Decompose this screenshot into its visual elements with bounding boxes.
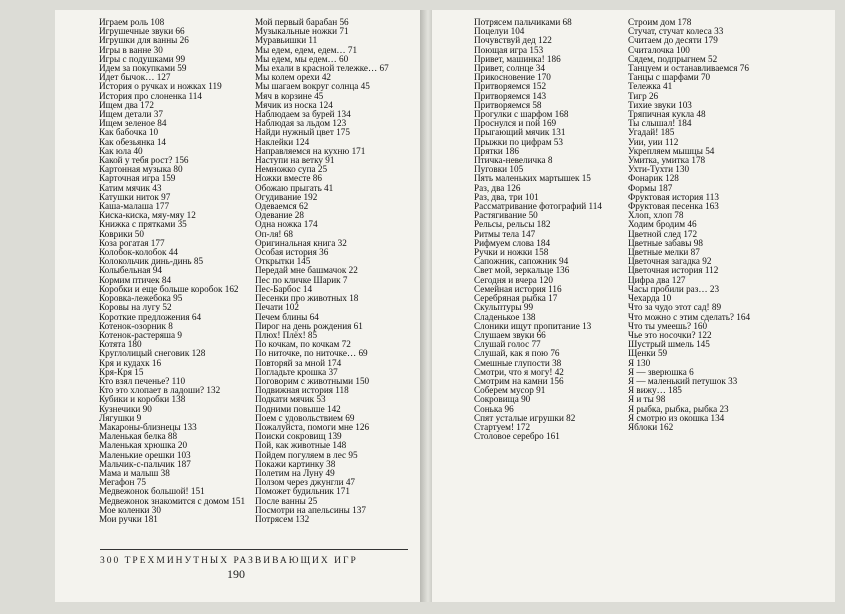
index-entry: Наблюдаем за бурей 134 bbox=[255, 110, 351, 120]
index-entry: Что ты умеешь? 160 bbox=[628, 321, 708, 331]
index-entry: Считаем до десяти 179 bbox=[628, 36, 718, 46]
index-entry: Умитка, умитка 178 bbox=[628, 156, 706, 166]
index-entry: Кубики и коробки 138 bbox=[99, 395, 186, 405]
index-entry: Чье это носочки? 122 bbox=[628, 330, 712, 340]
index-entry: Сегодня и вчера 120 bbox=[474, 275, 553, 285]
index-entry: Пес-Барбос 14 bbox=[255, 284, 313, 294]
index-entry: Игры с подушками 99 bbox=[99, 54, 186, 64]
index-entry: Ритмы тела 147 bbox=[474, 229, 536, 239]
index-entry: Свет мой, зеркальце 136 bbox=[474, 266, 570, 276]
index-entry: Тигр 26 bbox=[628, 91, 659, 101]
index-entry: Танцы с шарфами 70 bbox=[628, 73, 711, 83]
index-entry: Стартуем! 172 bbox=[474, 422, 531, 432]
index-entry: Уии, уии 112 bbox=[628, 137, 679, 147]
index-entry: Пожалуйста, помоги мне 126 bbox=[255, 422, 370, 432]
index-entry: Тряпичная кукла 48 bbox=[628, 110, 706, 120]
index-entry: Подкати мячик 53 bbox=[255, 395, 326, 405]
index-entry: Мы едем, мы едем… 60 bbox=[255, 54, 349, 64]
index-column-1 bbox=[99, 18, 269, 524]
index-entry: Потрясем пальчиками 68 bbox=[474, 18, 572, 27]
index-entry: Колыбельная 94 bbox=[99, 266, 163, 276]
index-entry: Ходим бродим 46 bbox=[628, 220, 697, 230]
index-entry: Раз, два, три 101 bbox=[474, 192, 539, 202]
index-entry: Угадай! 185 bbox=[628, 128, 675, 138]
index-entry: Раз, два 126 bbox=[474, 183, 521, 193]
index-entry: Каша-малаша 177 bbox=[99, 202, 170, 212]
index-entry: Котята 180 bbox=[99, 340, 142, 350]
index-entry: Немножко супа 25 bbox=[255, 165, 328, 175]
index-entry: Картонная музыка 80 bbox=[99, 165, 183, 175]
index-entry: Полетим на Луну 49 bbox=[255, 468, 335, 478]
index-entry: Коробки и еще больше коробок 162 bbox=[99, 284, 239, 294]
index-entry: Цветные забавы 98 bbox=[628, 238, 703, 248]
index-entry: История про слоненка 114 bbox=[99, 91, 202, 101]
index-entry: Слушай голос 77 bbox=[474, 340, 541, 350]
index-entry: Передай мне башмачок 22 bbox=[255, 266, 358, 276]
index-entry: Танцуем и останавливаемся 76 bbox=[628, 64, 749, 74]
index-entry: Поцелуи 104 bbox=[474, 27, 525, 37]
footer-rule bbox=[100, 549, 408, 550]
index-entry: Маленькая белка 88 bbox=[99, 432, 178, 442]
index-entry: Кря и кудахк 16 bbox=[99, 358, 162, 368]
index-entry: Цветочная история 112 bbox=[628, 266, 719, 276]
index-entry: Столовое серебро 161 bbox=[474, 432, 560, 442]
index-entry: Пять маленьких мартышек 15 bbox=[474, 174, 591, 184]
index-entry: Поющая игра 153 bbox=[474, 45, 544, 55]
index-entry: Привет, солнце 34 bbox=[474, 64, 545, 74]
index-entry: По ниточке, по ниточке… 69 bbox=[255, 349, 368, 359]
index-entry: Ползом через джунгли 47 bbox=[255, 478, 356, 488]
index-entry: Пой, как животные 148 bbox=[255, 441, 347, 451]
index-entry: Поиски сокровищ 139 bbox=[255, 432, 342, 442]
index-entry: Короткие предложения 64 bbox=[99, 312, 202, 322]
index-entry: Направляемся на кухню 171 bbox=[255, 146, 366, 156]
index-entry: Обожаю прыгать 41 bbox=[255, 183, 334, 193]
index-entry: Цветной след 172 bbox=[628, 229, 698, 239]
index-entry: Я — маленький петушок 33 bbox=[628, 376, 738, 386]
index-entry: Я смотрю из окошка 134 bbox=[628, 413, 725, 423]
index-entry: Рельсы, рельсы 182 bbox=[474, 220, 551, 230]
index-entry: Прятки 186 bbox=[474, 146, 519, 156]
index-entry: Мой первый барабан 56 bbox=[255, 18, 349, 27]
index-entry: Пуговки 105 bbox=[474, 165, 524, 175]
index-entry: Слоники ищут пропитание 13 bbox=[474, 321, 592, 331]
index-column-4 bbox=[628, 18, 798, 432]
index-entry: Наблюдая за льдом 123 bbox=[255, 119, 347, 129]
index-entry: Слушай, как я пою 76 bbox=[474, 349, 560, 359]
index-entry: Скульптуры 99 bbox=[474, 303, 534, 313]
index-entry: Ручки и ножки 158 bbox=[474, 248, 549, 258]
index-entry: Мяч в корзине 45 bbox=[255, 91, 324, 101]
index-entry: Ищем детали 37 bbox=[99, 110, 163, 120]
index-entry: Медвежонок большой! 151 bbox=[99, 487, 205, 497]
index-entry: Формы 187 bbox=[628, 183, 673, 193]
index-entry: Мама и малыш 38 bbox=[99, 468, 170, 478]
index-entry: Проснулся и пой 169 bbox=[474, 119, 557, 129]
index-entry: Рассматривание фотографий 114 bbox=[474, 202, 602, 212]
index-entry: Притворяемся 143 bbox=[474, 91, 547, 101]
index-entry: Ты слышал! 184 bbox=[628, 119, 692, 129]
left-page bbox=[55, 10, 425, 602]
index-entry: Поговорим с животными 150 bbox=[255, 376, 370, 386]
index-entry: Что можно с этим сделать? 164 bbox=[628, 312, 751, 322]
index-entry: Смотри, что я могу! 42 bbox=[474, 367, 564, 377]
index-entry: Сонька 96 bbox=[474, 404, 514, 414]
index-entry: Я 130 bbox=[628, 358, 651, 368]
index-entry: Цветные мелки 87 bbox=[628, 248, 700, 258]
index-entry: Повторяй за мной 174 bbox=[255, 358, 342, 368]
index-entry: Оп-ля! 68 bbox=[255, 229, 293, 239]
index-entry: Медвежонок знакомится с домом 151 bbox=[99, 496, 246, 506]
index-entry: Цифра два 127 bbox=[628, 275, 686, 285]
index-column-2 bbox=[255, 18, 425, 524]
index-entry: Макароны-близнецы 133 bbox=[99, 422, 197, 432]
index-entry: Щенки 59 bbox=[628, 349, 668, 359]
right-page bbox=[432, 10, 835, 602]
index-entry: Почувствуй дед 122 bbox=[474, 36, 552, 46]
index-entry: Одна ножка 174 bbox=[255, 220, 318, 230]
index-entry: Музыкальные ножки 71 bbox=[255, 27, 349, 37]
index-entry: Слушаем звуки 66 bbox=[474, 330, 546, 340]
page-number: 190 bbox=[227, 567, 245, 581]
index-entry: Поем с удовольствием 69 bbox=[255, 413, 355, 423]
index-entry: Песенки про животных 18 bbox=[255, 294, 359, 304]
index-entry: Колобок-колобок 44 bbox=[99, 248, 178, 258]
index-entry: Наступи на ветку 91 bbox=[255, 156, 335, 166]
index-entry: Притворяемся 152 bbox=[474, 82, 547, 92]
index-entry: Играем роль 108 bbox=[99, 18, 165, 27]
index-entry: Коврики 50 bbox=[99, 229, 144, 239]
index-entry: Смешные глупости 38 bbox=[474, 358, 562, 368]
index-entry: Особая история 36 bbox=[255, 248, 329, 258]
index-entry: Мы ехали в красной тележке… 67 bbox=[255, 64, 389, 74]
index-entry: Открытки 145 bbox=[255, 257, 311, 267]
index-entry: Ножки вместе 86 bbox=[255, 174, 322, 184]
index-entry: Какой у тебя рост? 156 bbox=[99, 156, 189, 166]
index-entry: Мячик из носка 124 bbox=[255, 100, 333, 110]
index-entry: Игрушечные звуки 66 bbox=[99, 27, 185, 37]
index-entry: Коровка-лежебока 95 bbox=[99, 294, 183, 304]
index-entry: Хлоп, хлоп 78 bbox=[628, 211, 684, 221]
index-entry: Лягушки 9 bbox=[99, 413, 142, 423]
index-entry: Прыжки по цифрам 53 bbox=[474, 137, 563, 147]
index-entry: Считалочка 100 bbox=[628, 45, 690, 55]
index-entry: Как юла 40 bbox=[99, 146, 143, 156]
index-entry: Спят усталые игрушки 82 bbox=[474, 413, 576, 423]
index-entry: Прыгающий мячик 131 bbox=[474, 128, 566, 138]
index-entry: Фруктовая история 113 bbox=[628, 192, 719, 202]
index-entry: Семейная история 116 bbox=[474, 284, 562, 294]
index-entry: Коза рогатая 177 bbox=[99, 238, 165, 248]
index-entry: Мы шагаем вокруг солнца 45 bbox=[255, 82, 370, 92]
index-entry: Мое коленки 30 bbox=[99, 505, 161, 515]
index-entry: Притворяемся 58 bbox=[474, 100, 542, 110]
index-entry: Маленькая хрюшка 20 bbox=[99, 441, 188, 451]
index-entry: Киска-киска, мяу-мяу 12 bbox=[99, 211, 196, 221]
index-entry: Строим дом 178 bbox=[628, 18, 692, 27]
index-entry: Растягивание 50 bbox=[474, 211, 538, 221]
index-entry: Одевание 28 bbox=[255, 211, 304, 221]
index-entry: Привет, машинка! 186 bbox=[474, 54, 561, 64]
index-entry: Мы едем, едем, едем… 71 bbox=[255, 45, 358, 55]
index-entry: Ищем два 172 bbox=[99, 100, 154, 110]
index-entry: Идем за покупками 59 bbox=[99, 64, 187, 74]
index-entry: Котенок-растеряша 9 bbox=[99, 330, 182, 340]
book-title-footer: 300 ТРЕХМИНУТНЫХ РАЗВИВАЮЩИХ ИГР bbox=[100, 556, 358, 566]
index-entry: Прикосновение 170 bbox=[474, 73, 551, 83]
index-entry: Карточная игра 159 bbox=[99, 174, 176, 184]
index-entry: Ищем зеленое 84 bbox=[99, 119, 167, 129]
index-entry: Подними повыше 142 bbox=[255, 404, 341, 414]
index-entry: Катушки ниток 97 bbox=[99, 192, 171, 202]
index-entry: Колокольчик динь-динь 85 bbox=[99, 257, 204, 267]
index-entry: Рифмуем слова 184 bbox=[474, 238, 551, 248]
index-entry: Кормим птичек 84 bbox=[99, 275, 172, 285]
index-entry: Часы пробили раз… 23 bbox=[628, 284, 720, 294]
index-entry: Огудивание 192 bbox=[255, 192, 318, 202]
index-entry: Котенок-озорник 8 bbox=[99, 321, 173, 331]
index-entry: Маленькие орешки 103 bbox=[99, 450, 191, 460]
index-entry: Мы колем орехи 42 bbox=[255, 73, 332, 83]
index-entry: Кто это хлопает в ладоши? 132 bbox=[99, 386, 221, 396]
index-entry: Я рыбка, рыбка, рыбка 23 bbox=[628, 404, 729, 414]
index-entry: Покажи картинку 38 bbox=[255, 459, 336, 469]
index-entry: Коровы на лугу 52 bbox=[99, 303, 172, 313]
index-entry: Я и ты 98 bbox=[628, 395, 666, 405]
index-entry: Печем блины 64 bbox=[255, 312, 319, 322]
index-entry: Я — зверюшка 6 bbox=[628, 367, 694, 377]
index-entry: Птичка-невеличка 8 bbox=[474, 156, 553, 166]
index-entry: Мои ручки 181 bbox=[99, 514, 158, 524]
index-entry: Плюх! Плёх! 85 bbox=[255, 330, 318, 340]
index-entry: Одеваемся 62 bbox=[255, 202, 309, 212]
index-entry: Подвижная история 118 bbox=[255, 386, 349, 396]
index-entry: Как обезьянка 14 bbox=[99, 137, 167, 147]
index-entry: Яблоки 162 bbox=[628, 422, 674, 432]
index-entry: Пойдем погуляем в лес 95 bbox=[255, 450, 358, 460]
index-entry: Укрепляем мышцы 54 bbox=[628, 146, 715, 156]
index-entry: Прогулки с шарфом 168 bbox=[474, 110, 569, 120]
index-entry: Тележка 41 bbox=[628, 82, 673, 92]
index-entry: Шустрый шмель 145 bbox=[628, 340, 710, 350]
index-entry: Пес по кличке Шарик 7 bbox=[255, 275, 348, 285]
index-entry: Погладьте крошка 37 bbox=[255, 367, 338, 377]
index-entry: Серебряная рыбка 17 bbox=[474, 294, 558, 304]
index-entry: По кочкам, по кочкам 72 bbox=[255, 340, 351, 350]
index-column-3 bbox=[474, 18, 644, 441]
index-entry: Фонарик 128 bbox=[628, 174, 679, 184]
index-entry: Цветочная загадка 92 bbox=[628, 257, 712, 267]
index-entry: Мегафон 75 bbox=[99, 478, 146, 488]
index-entry: Сладенькое 138 bbox=[474, 312, 536, 322]
index-entry: Игрушки для ванны 26 bbox=[99, 36, 189, 46]
index-entry: Чехарда 10 bbox=[628, 294, 672, 304]
index-entry: Муравьишки 11 bbox=[255, 36, 318, 46]
index-entry: Сядем, подпрыгнем 52 bbox=[628, 54, 718, 64]
index-entry: После ванны 25 bbox=[255, 496, 318, 506]
index-entry: Соберем мусор 91 bbox=[474, 386, 546, 396]
index-entry: Кто взял печенье? 110 bbox=[99, 376, 186, 386]
index-entry: Кря-Кря 15 bbox=[99, 367, 144, 377]
index-entry: Что за чудо этот сад! 89 bbox=[628, 303, 722, 313]
index-entry: Идет бычок… 127 bbox=[99, 73, 171, 83]
index-entry: Ухти-Тухти 130 bbox=[628, 165, 690, 175]
index-entry: Игры в ванне 30 bbox=[99, 45, 163, 55]
index-entry: Сокровища 90 bbox=[474, 395, 531, 405]
index-entry: Стучат, стучат колеса 33 bbox=[628, 27, 724, 37]
index-entry: Книжка с прятками 35 bbox=[99, 220, 187, 230]
index-entry: Печати 102 bbox=[255, 303, 299, 313]
index-entry: Я вижу… 185 bbox=[628, 386, 682, 396]
index-entry: Сапожник, сапожник 94 bbox=[474, 257, 569, 267]
index-entry: Наклейки 124 bbox=[255, 137, 310, 147]
index-entry: Смотрим на камни 156 bbox=[474, 376, 564, 386]
index-entry: Как бабочка 10 bbox=[99, 128, 159, 138]
index-entry: Оригинальная книга 32 bbox=[255, 238, 347, 248]
index-entry: Катим мячик 43 bbox=[99, 183, 162, 193]
index-entry: Кузнечики 90 bbox=[99, 404, 152, 414]
index-entry: Посмотри на апельсины 137 bbox=[255, 505, 366, 515]
index-entry: Пирог на день рождения 61 bbox=[255, 321, 363, 331]
index-entry: Фруктовая песенка 163 bbox=[628, 202, 719, 212]
index-entry: Найди нужный цвет 175 bbox=[255, 128, 350, 138]
index-entry: Тихие звуки 103 bbox=[628, 100, 692, 110]
index-entry: Поможет будильник 171 bbox=[255, 487, 350, 497]
index-entry: Круглолицый снеговик 128 bbox=[99, 349, 206, 359]
index-entry: История о ручках и ножках 119 bbox=[99, 82, 222, 92]
index-entry: Мальчик-с-пальчик 187 bbox=[99, 459, 191, 469]
index-entry: Потрясем 132 bbox=[255, 514, 310, 524]
